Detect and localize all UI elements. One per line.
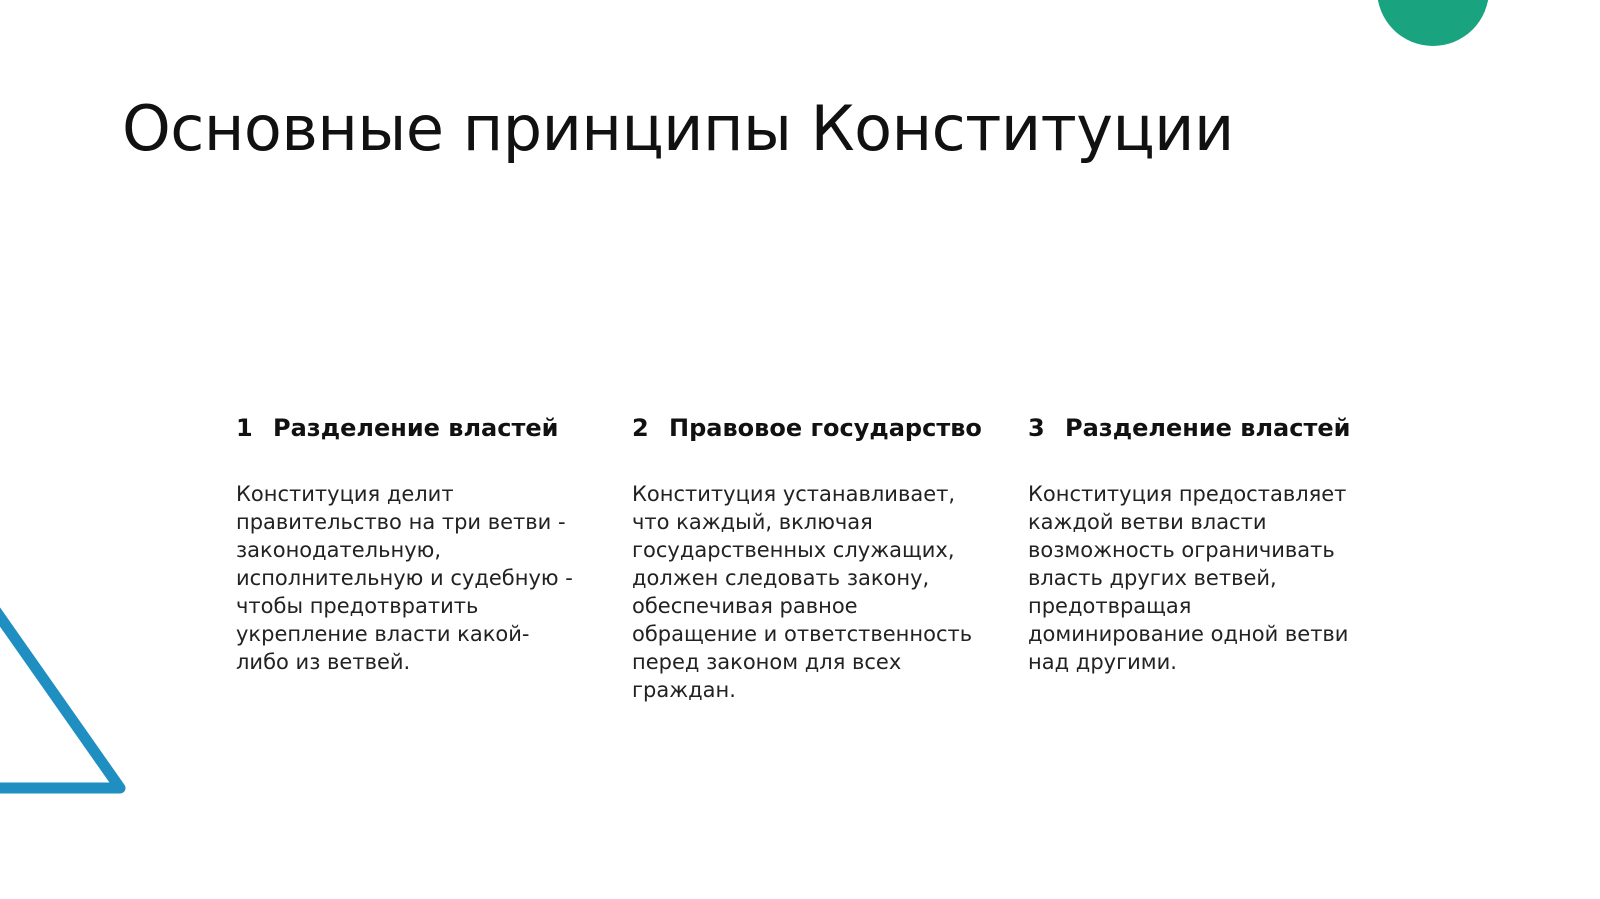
principle-description: Конституция устанавливает, что каждый, включая государственных служащих, должен следовать закону, обеспечивая равное обращение и ответственность перед законом для всех граждан. xyxy=(632,482,973,702)
decorative-triangle-icon xyxy=(0,560,140,820)
principle-title: Правовое государство xyxy=(669,414,982,442)
principle-description: Конституция предоставляет каждой ветви власти возможность ограничивать власть других ветвей, предотвращая доминирование одной ветви над другими. xyxy=(1028,482,1349,674)
principle-heading xyxy=(236,412,586,480)
principle-card-1 xyxy=(236,412,586,676)
principle-title: Разделение властей xyxy=(1065,414,1351,442)
principle-title: Разделение властей xyxy=(273,414,559,442)
principle-number: 3 xyxy=(1028,414,1045,442)
principle-card-3 xyxy=(1028,412,1378,676)
principle-description: Конституция делит правительство на три ветви - законодательную, исполнительную и судебную - чтобы предотвратить укрепление власти какой-либо из ветвей. xyxy=(236,482,573,674)
principle-heading xyxy=(1028,412,1378,480)
slide-title: Основные принципы Конституции xyxy=(122,92,1234,165)
principle-number: 2 xyxy=(632,414,649,442)
principle-number: 1 xyxy=(236,414,253,442)
decorative-circle xyxy=(1377,0,1489,46)
principle-heading xyxy=(632,412,982,480)
principle-card-2 xyxy=(632,412,982,704)
